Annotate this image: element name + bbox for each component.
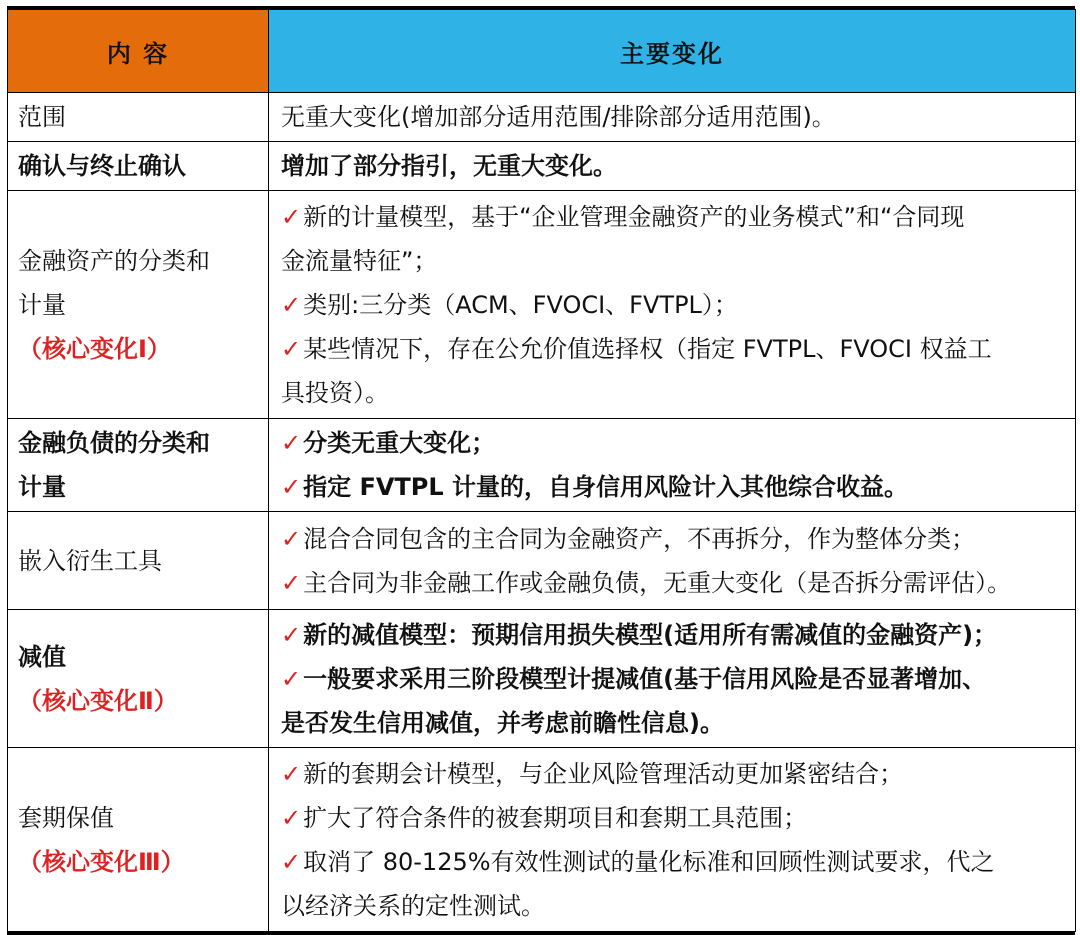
content-line — [281, 239, 1065, 283]
table-row — [8, 191, 1076, 419]
content-line — [281, 752, 1065, 796]
table-row — [8, 610, 1076, 748]
row-content — [269, 142, 1076, 191]
content-text: 新的计量模型，基于“企业管理金融资产的业务模式”和“合同现 — [303, 202, 965, 231]
row-label — [8, 610, 269, 748]
content-text: 指定 FVTPL 计量的，自身信用风险计入其他综合收益。 — [303, 473, 909, 501]
content-line — [281, 283, 1065, 327]
table-row — [8, 512, 1076, 610]
core-change-tag: （核心变化Ⅱ） — [18, 686, 178, 715]
content-line — [281, 517, 1065, 561]
row-label — [8, 191, 269, 419]
table-row — [8, 93, 1076, 142]
content-line — [281, 613, 1065, 657]
row-content — [269, 610, 1076, 748]
row-label-text: 减值 — [18, 642, 66, 671]
content-line — [281, 465, 1065, 509]
content-text: 是否发生信用减值，并考虑前瞻性信息)。 — [281, 708, 724, 737]
checkmark-icon: ✓ — [281, 473, 302, 501]
row-label-text: 计量 — [18, 473, 66, 501]
row-label-text: 套期保值 — [18, 803, 114, 832]
row-label-text: 金融资产的分类和 — [18, 246, 210, 275]
checkmark-icon: ✓ — [281, 620, 302, 649]
content-text: 取消了 80-125%有效性测试的量化标准和回顾性测试要求，代之 — [303, 847, 995, 876]
content-text: 分类无重大变化； — [303, 429, 496, 457]
content-line — [281, 327, 1065, 371]
content-line — [281, 561, 1065, 605]
table-row — [8, 142, 1076, 191]
checkmark-icon: ✓ — [281, 847, 302, 876]
content-line — [281, 840, 1065, 884]
row-content — [269, 419, 1076, 512]
content-line — [281, 144, 1065, 188]
row-content — [269, 191, 1076, 419]
checkmark-icon: ✓ — [281, 524, 302, 553]
row-label-text: 计量 — [18, 290, 66, 319]
row-label-text: 嵌入衍生工具 — [18, 546, 162, 575]
checkmark-icon: ✓ — [281, 334, 302, 363]
row-content — [269, 512, 1076, 610]
core-change-tag: （核心变化Ⅲ） — [18, 847, 185, 876]
table-header-row — [8, 10, 1076, 93]
content-line — [281, 884, 1065, 928]
content-text: 金流量特征”； — [281, 246, 438, 275]
row-content — [269, 748, 1076, 932]
row-label — [8, 142, 269, 191]
row-label-text: 确认与终止确认 — [18, 152, 186, 180]
content-text: 混合合同包含的主合同为金融资产，不再拆分，作为整体分类； — [303, 524, 976, 553]
content-text: 增加了部分指引，无重大变化。 — [281, 152, 617, 180]
content-text: 某些情况下，存在公允价值选择权（指定 FVTPL、FVOCI 权益工 — [303, 334, 992, 363]
row-label — [8, 93, 269, 142]
checkmark-icon: ✓ — [281, 664, 302, 693]
table-row — [8, 748, 1076, 932]
row-label-text: 范围 — [18, 103, 66, 131]
row-label-text: 金融负债的分类和 — [18, 429, 210, 457]
content-text: 新的减值模型：预期信用损失模型(适用所有需减值的金融资产)； — [303, 620, 998, 649]
content-line — [281, 421, 1065, 465]
content-text: 扩大了符合条件的被套期项目和套期工具范围； — [303, 803, 808, 832]
changes-table — [7, 6, 1075, 935]
checkmark-icon: ✓ — [281, 290, 302, 319]
row-label — [8, 748, 269, 932]
row-label — [8, 512, 269, 610]
row-label — [8, 419, 269, 512]
table-row — [8, 419, 1076, 512]
header-content: 内 容 — [8, 10, 269, 93]
content-text: 新的套期会计模型，与企业风险管理活动更加紧密结合； — [303, 759, 904, 788]
content-text: 无重大变化(增加部分适用范围/排除部分适用范围)。 — [281, 103, 836, 131]
content-text: 具投资）。 — [281, 378, 389, 407]
content-text: 以经济关系的定性测试。 — [281, 891, 545, 920]
content-text: 主合同为非金融工作或金融负债，无重大变化（是否拆分需评估）。 — [303, 568, 1012, 597]
checkmark-icon: ✓ — [281, 759, 302, 788]
checkmark-icon: ✓ — [281, 202, 302, 231]
checkmark-icon: ✓ — [281, 803, 302, 832]
content-line — [281, 657, 1065, 701]
content-line — [281, 701, 1065, 745]
row-content — [269, 93, 1076, 142]
content-line — [281, 195, 1065, 239]
header-main-changes: 主要变化 — [269, 10, 1076, 93]
content-line — [281, 371, 1065, 415]
content-text: 类别:三分类（ACM、FVOCI、FVTPL）； — [303, 290, 738, 319]
checkmark-icon: ✓ — [281, 429, 302, 457]
core-change-tag: （核心变化Ⅰ） — [18, 334, 171, 363]
content-line — [281, 796, 1065, 840]
content-text: 一般要求采用三阶段模型计提减值(基于信用风险是否显著增加、 — [303, 664, 987, 693]
content-line — [281, 95, 1065, 139]
checkmark-icon: ✓ — [281, 568, 302, 597]
